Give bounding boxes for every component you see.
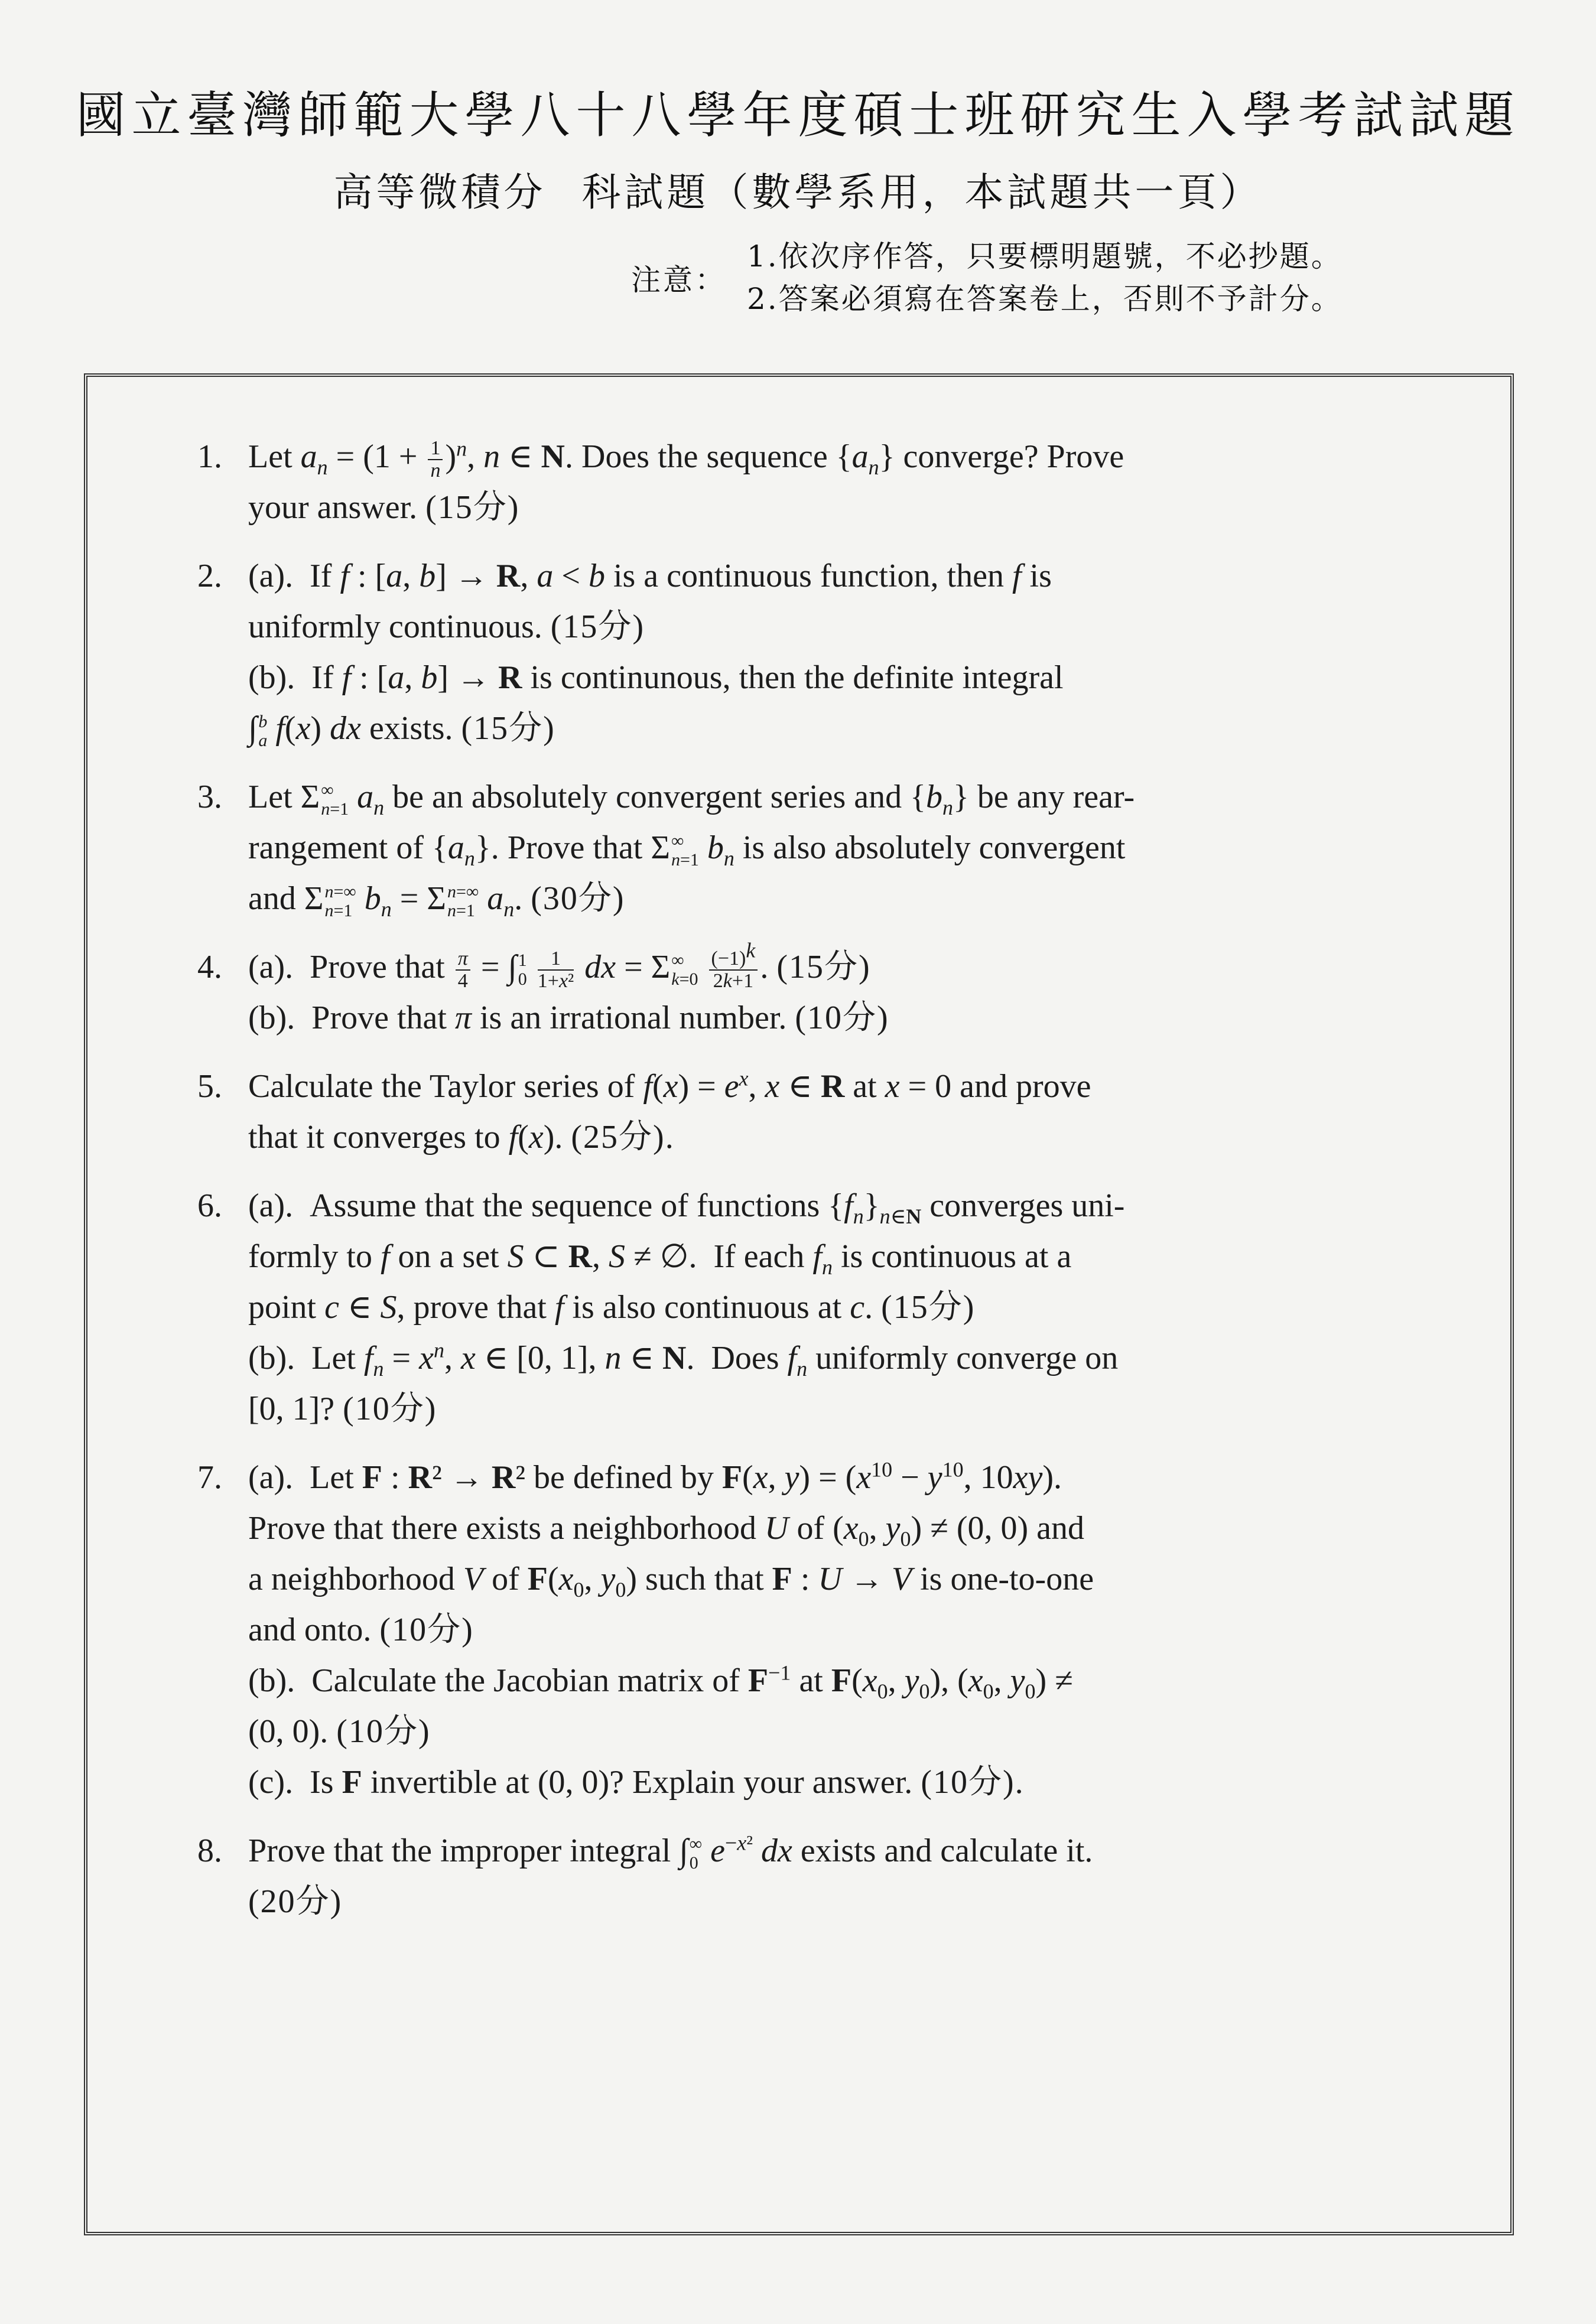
question-points: (30分) [531, 880, 625, 917]
question-2: 2. (a). If f : [a, b] → R, a < b is a continuous function, then f is uniformly continuous. (15分) (b). If f : [a, b] → R is continunous, then the definite integral ∫ b a f(x) dx exists. (15分) [248, 551, 1347, 754]
question-points: (10分) [336, 1713, 431, 1750]
exam-subtitle [0, 161, 1596, 217]
question-8: 8. Prove that the improper integral ∫ ∞ 0 $e^{-x^2}$ dx exists and calculate it. (20分) [248, 1825, 1347, 1927]
question-points: (10分) [343, 1391, 437, 1427]
question-list [197, 431, 1347, 1945]
question-5: 5. Calculate the Taylor series of $f(x) = e^x$, x ∈ R at x = 0 and prove that it converges to f(x). (25分). [248, 1061, 1347, 1163]
question-number: 3. [197, 779, 222, 815]
question-number: 5. [197, 1068, 222, 1105]
question-7: 7. (a). Let F : R² → R² be defined by F(x, $y) = (x^{10} - y^{10}$, 10xy). Prove that there exists a neighborhood U of ($x_0$, $y_0) \ne (0$, 0) and a neighborhood V of $F(x_0$, $y_0$) such that F : U → V is one-to-one and onto. (10分) (b). Calculate the Jacobian matrix of $F^{-1}$ at $F(x_0$, $y_0$), ($x_0$, $y_0$) ≠ (0, 0). (10分) (c). Is F invertible at (0, 0)? Explain your answer. (10分). [248, 1452, 1347, 1808]
subject-name: 高等微積分 [333, 170, 547, 215]
notice-block [631, 235, 1343, 320]
question-4: 4. (a). Prove that $\frac{\pi}{4}$ = ∫ 1 0 $\frac{1}{\text{1+x²}}$ dx = Σ ∞ k=0 $\frac{(-1)^k}{2k+1}$ . (15分) (b). Prove that π is an irrational number. (10分) [197, 938, 889, 1036]
question-3: 3. Let Σ ∞ n=1 $a_n$ be an absolutely convergent series and $\{b_n\}$ be any rear- rangement of $\{a_n\}$. Prove that Σ ∞ n=1 $b_n$ is also absolutely convergent and Σ n=∞ n=1 $b_n = \Sigma$ n=∞ n=1 $a_n$. (30分) [248, 772, 1347, 924]
question-number: 6. [197, 1187, 222, 1224]
question-number: 1. [197, 438, 222, 475]
question-number: 2. [197, 558, 222, 594]
question-1: 1. Let $a_n = (1$ + $\frac{1}{n}$ )$^n$, n ∈ N. Does the sequence $\{a_n\}$ converge? Prove your answer. (15分) [248, 431, 1347, 533]
question-points: (15分) [776, 949, 871, 985]
question-points: (10分) [379, 1612, 474, 1648]
question-number: 8. [197, 1832, 222, 1869]
question-points: (15分) [881, 1289, 976, 1326]
question-number: 4. [197, 949, 222, 985]
subtitle-detail: 科試題（數學系用，本試題共一頁） [581, 170, 1263, 215]
question-points: (25分) [571, 1119, 665, 1156]
question-6: 6. (a). Assume that the sequence of functions $\{f_n\}_{n\in N}$ converges uni- formly to f on a set S ⊂ R, S ≠ ∅. If each $f_n$ is continuous at a point c ∈ S, prove that f is also continuous at c. (15分) (b). Let $f_n = x^n$, x ∈ [0, 1], n ∈ N. Does $f_n$ uniformly converge on [0, 1]? (10分) [248, 1180, 1347, 1434]
question-points: (10分) [921, 1764, 1015, 1801]
question-points: (15分) [461, 710, 555, 747]
notice-label: 注意： [631, 263, 727, 297]
exam-title: 國立臺灣師範大學八十八學年度碩士班研究生入學考試試題 [76, 86, 1520, 144]
notice-item-2: 2.答案必須寫在答案卷上，否則不予計分。 [747, 282, 1343, 316]
question-points: (10分) [795, 1000, 889, 1036]
question-points: (15分) [425, 489, 520, 526]
notice-item-1: 1.依次序作答，只要標明題號，不必抄題。 [747, 239, 1343, 274]
question-points: (20分) [248, 1883, 343, 1920]
question-points: (15分) [550, 608, 645, 645]
question-number: 7. [197, 1459, 222, 1496]
